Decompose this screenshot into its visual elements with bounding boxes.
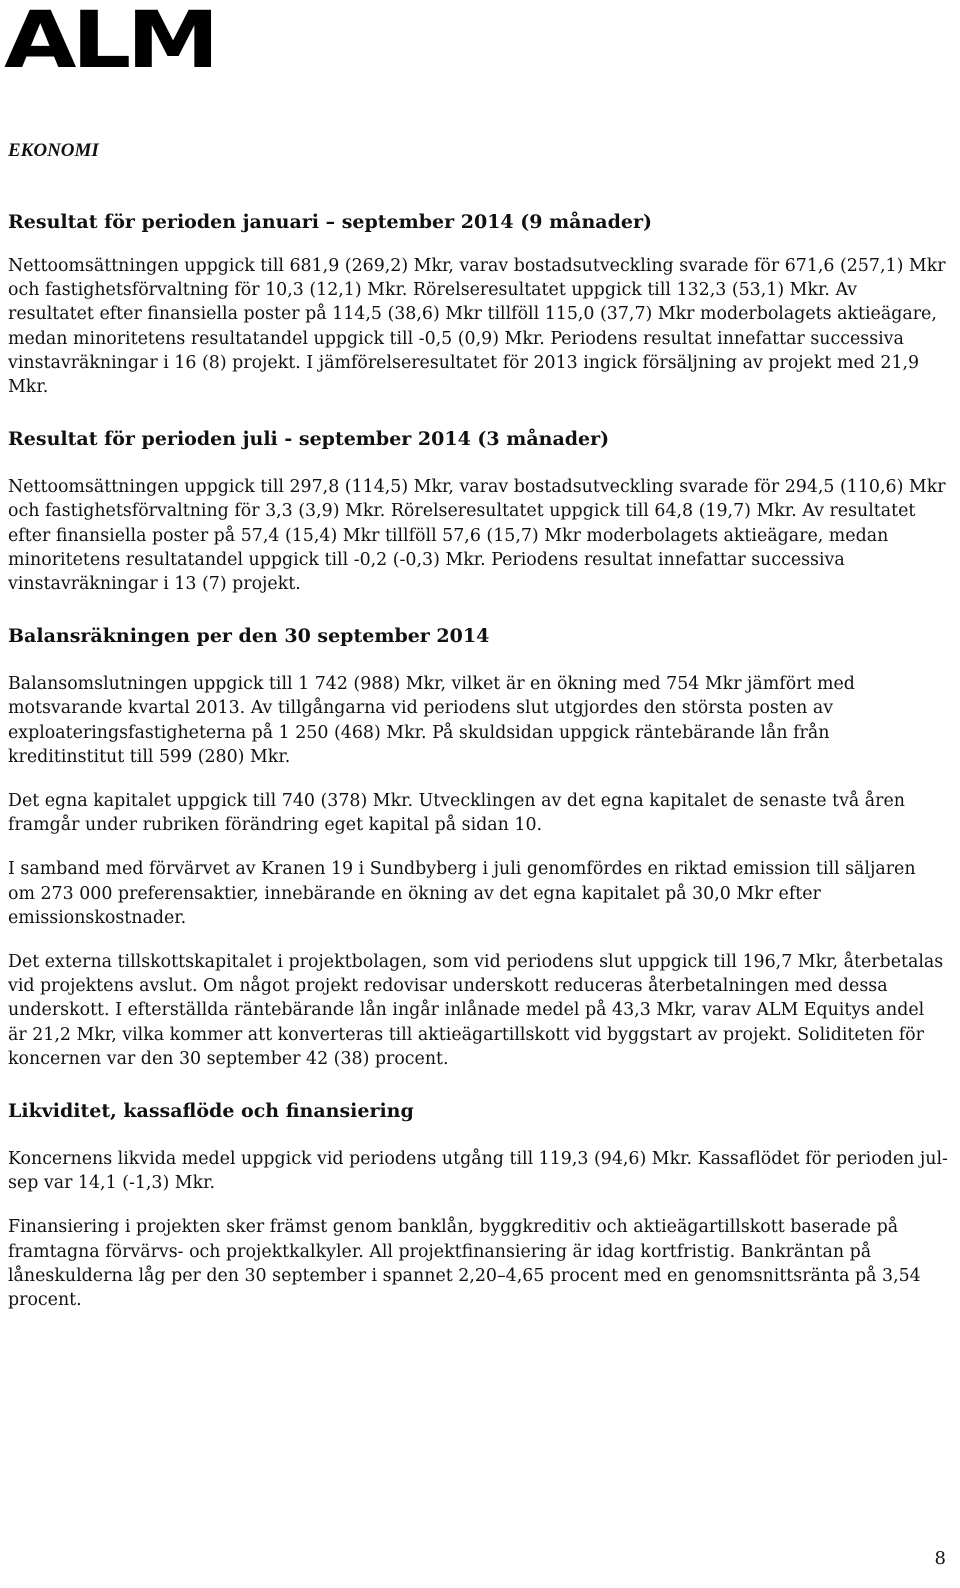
section-label: EKONOMI	[8, 140, 99, 161]
paragraph: I samband med förvärvet av Kranen 19 i Sundbyberg i juli genomfördes en riktad emission till säljaren om 273 000 preferensaktier, innebärande en ökning av det egna kapitalet på 30,0 Mkr efter emissionskostnader.	[8, 859, 916, 928]
paragraph: Det externa tillskottskapitalet i projektbolagen, som vid periodens slut uppgick till 196,7 Mkr, återbetalas vid projektens avslut. Om något projekt redovisar underskott reduceras återbetalningen med dessa underskott. I efterställda räntebärande lån ingår inlånade medel på 43,3 Mkr, varav ALM Equitys andel är 21,2 Mkr, vilka kommer att konverteras till aktieägartillskott vid byggstart av projekt. Soliditeten för koncernen var den 30 september 42 (38) procent.	[8, 952, 944, 1069]
section-heading: Resultat för perioden januari – september 2014 (9 månader)	[8, 211, 652, 233]
document-body	[8, 140, 948, 1332]
section-heading: Resultat för perioden juli - september 2014 (3 månader)	[8, 428, 610, 451]
section-liquidity	[8, 1099, 948, 1312]
company-logo: ALM	[4, 0, 215, 86]
section-results-9-months	[8, 210, 948, 399]
section-heading: Balansräkningen per den 30 september 2014	[8, 625, 490, 648]
paragraph: Nettoomsättningen uppgick till 681,9 (269,2) Mkr, varav bostadsutveckling svarade för 671,6 (257,1) Mkr och fastighetsförvaltning för 10,3 (12,1) Mkr. Rörelseresultatet uppgick till 132,3 (53,1) Mkr. Av resultatet efter finansiella poster på 114,5 (38,6) Mkr tillföll 115,0 (37,7) Mkr moderbolagets aktieägare, medan minoritetens resultatandel uppgick till -0,5 (0,9) Mkr. Periodens resultat innefattar successiva vinstavräkningar i 16 (8) projekt. I jämförelseresultatet för 2013 ingick försäljning av projekt med 21,9 Mkr.	[8, 256, 946, 398]
paragraph: Nettoomsättningen uppgick till 297,8 (114,5) Mkr, varav bostadsutveckling svarade för 294,5 (110,6) Mkr och fastighetsförvaltning för 3,3 (3,9) Mkr. Rörelseresultatet uppgick till 64,8 (19,7) Mkr. Av resultatet efter finansiella poster på 57,4 (15,4) Mkr tillföll 57,6 (15,7) Mkr moderbolagets aktieägare, medan minoritetens resultatandel uppgick till -0,2 (-0,3) Mkr. Periodens resultat innefattar successiva vinstavräkningar i 13 (7) projekt.	[8, 477, 946, 595]
section-balance-sheet	[8, 624, 948, 1071]
paragraph: Det egna kapitalet uppgick till 740 (378) Mkr. Utvecklingen av det egna kapitalet de senaste två åren framgår under rubriken förändring eget kapital på sidan 10.	[8, 791, 905, 836]
page-number: 8	[934, 1548, 946, 1569]
section-results-3-months	[8, 427, 948, 596]
paragraph: Koncernens likvida medel uppgick vid periodens utgång till 119,3 (94,6) Mkr. Kassaflödet för perioden jul-sep var 14,1 (-1,3) Mkr.	[8, 1149, 948, 1194]
section-heading: Likviditet, kassaflöde och finansiering	[8, 1100, 414, 1123]
paragraph: Finansiering i projekten sker främst genom banklån, byggkreditiv och aktieägartillskott baserade på framtagna förvärvs- och projektkalkyler. All projektfinansiering är idag kortfristig. Bankräntan på låneskulderna låg per den 30 september i spannet 2,20–4,65 procent med en genomsnittsränta på 3,54 procent.	[8, 1217, 921, 1311]
paragraph: Balansomslutningen uppgick till 1 742 (988) Mkr, vilket är en ökning med 754 Mkr jämfört med motsvarande kvartal 2013. Av tillgångarna vid periodens slut utgjordes den största posten av exploateringsfastigheterna på 1 250 (468) Mkr. På skuldsidan uppgick räntebärande lån från kreditinstitut till 599 (280) Mkr.	[8, 674, 855, 767]
